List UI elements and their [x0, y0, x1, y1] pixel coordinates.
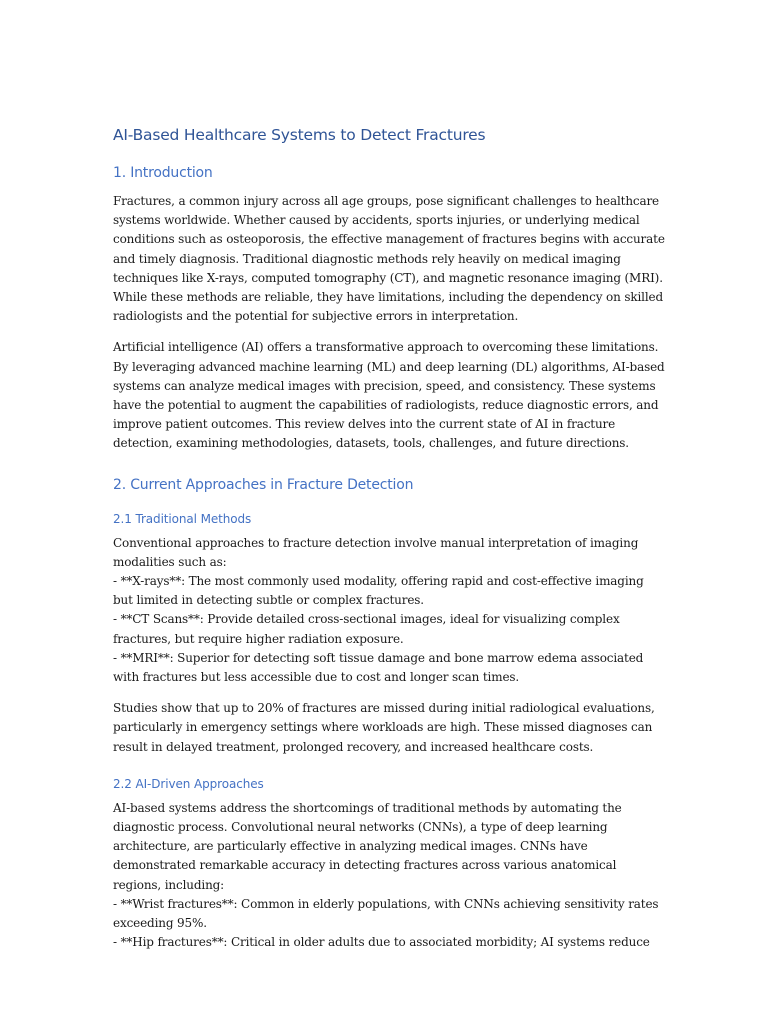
- text-line: Conventional approaches to fracture detection involve manual interpretation of imaging: [113, 535, 639, 550]
- section-heading-introduction: 1. Introduction: [113, 165, 213, 181]
- text-line: particularly in emergency settings where workloads are high. These missed diagnoses can: [113, 720, 653, 735]
- text-line: but limited in detecting subtle or complex fractures.: [113, 593, 424, 608]
- text-line: with fractures but less accessible due to cost and longer scan times.: [113, 670, 520, 685]
- traditional-paragraph-2: [113, 699, 658, 757]
- text-line: detection, examining methodologies, datasets, tools, challenges, and future directions.: [113, 436, 629, 451]
- intro-paragraph-1: [113, 192, 665, 326]
- document-title: AI-Based Healthcare Systems to Detect Fractures: [113, 126, 486, 144]
- text-line: techniques like X-rays, computed tomography (CT), and magnetic resonance imaging (MRI).: [113, 270, 663, 285]
- text-line: architecture, are particularly effective in analyzing medical images. CNNs have: [113, 839, 588, 854]
- text-line: modalities such as:: [113, 554, 227, 569]
- text-line: Artificial intelligence (AI) offers a transformative approach to overcoming these limitations.: [113, 340, 659, 355]
- ai-driven-paragraph-1: [113, 799, 658, 953]
- text-line: improve patient outcomes. This review delves into the current state of AI in fracture: [113, 417, 616, 432]
- text-line: While these methods are reliable, they have limitations, including the dependency on skilled: [113, 290, 663, 305]
- text-line: Studies show that up to 20% of fractures are missed during initial radiological evaluations,: [113, 701, 655, 716]
- intro-paragraph-2: [113, 338, 665, 453]
- list-line: - **X-rays**: The most commonly used modality, offering rapid and cost-effective imaging: [113, 574, 644, 589]
- text-line: have the potential to augment the capabilities of radiologists, reduce diagnostic errors, and: [113, 398, 659, 413]
- section-heading-current-approaches: 2. Current Approaches in Fracture Detection: [113, 476, 414, 493]
- list-line: - **Hip fractures**: Critical in older adults due to associated morbidity; AI systems reduce: [113, 935, 650, 950]
- text-line: and timely diagnosis. Traditional diagnostic methods rely heavily on medical imaging: [113, 251, 621, 266]
- text-line: diagnostic process. Convolutional neural networks (CNNs), a type of deep learning: [113, 820, 608, 835]
- text-line: result in delayed treatment, prolonged recovery, and increased healthcare costs.: [113, 739, 594, 754]
- list-line: - **Wrist fractures**: Common in elderly populations, with CNNs achieving sensitivity rates: [113, 896, 659, 911]
- document-page: [113, 116, 665, 953]
- text-line: AI-based systems address the shortcomings of traditional methods by automating the: [113, 800, 622, 815]
- text-line: conditions such as osteoporosis, the effective management of fractures begins with accurate: [113, 232, 665, 247]
- list-line: - **CT Scans**: Provide detailed cross-sectional images, ideal for visualizing complex: [113, 612, 620, 627]
- subsection-heading-traditional-methods: 2.1 Traditional Methods: [113, 511, 252, 526]
- text-line: systems can analyze medical images with precision, speed, and consistency. These systems: [113, 378, 656, 393]
- text-line: Fractures, a common injury across all age groups, pose significant challenges to healthcare: [113, 194, 660, 208]
- text-line: demonstrated remarkable accuracy in detecting fractures across various anatomical: [113, 858, 617, 873]
- text-line: radiologists and the potential for subjective errors in interpretation.: [113, 309, 519, 324]
- list-line: - **MRI**: Superior for detecting soft tissue damage and bone marrow edema associated: [113, 650, 644, 665]
- text-line: By leveraging advanced machine learning (ML) and deep learning (DL) algorithms, AI-based: [113, 359, 665, 374]
- traditional-paragraph-1: [113, 534, 658, 688]
- text-line: exceeding 95%.: [113, 916, 207, 931]
- text-line: regions, including:: [113, 877, 225, 892]
- text-line: systems worldwide. Whether caused by accidents, sports injuries, or underlying medical: [113, 213, 640, 228]
- text-line: fractures, but require higher radiation exposure.: [113, 631, 404, 646]
- subsection-heading-ai-driven-approaches: 2.2 AI-Driven Approaches: [113, 776, 264, 791]
